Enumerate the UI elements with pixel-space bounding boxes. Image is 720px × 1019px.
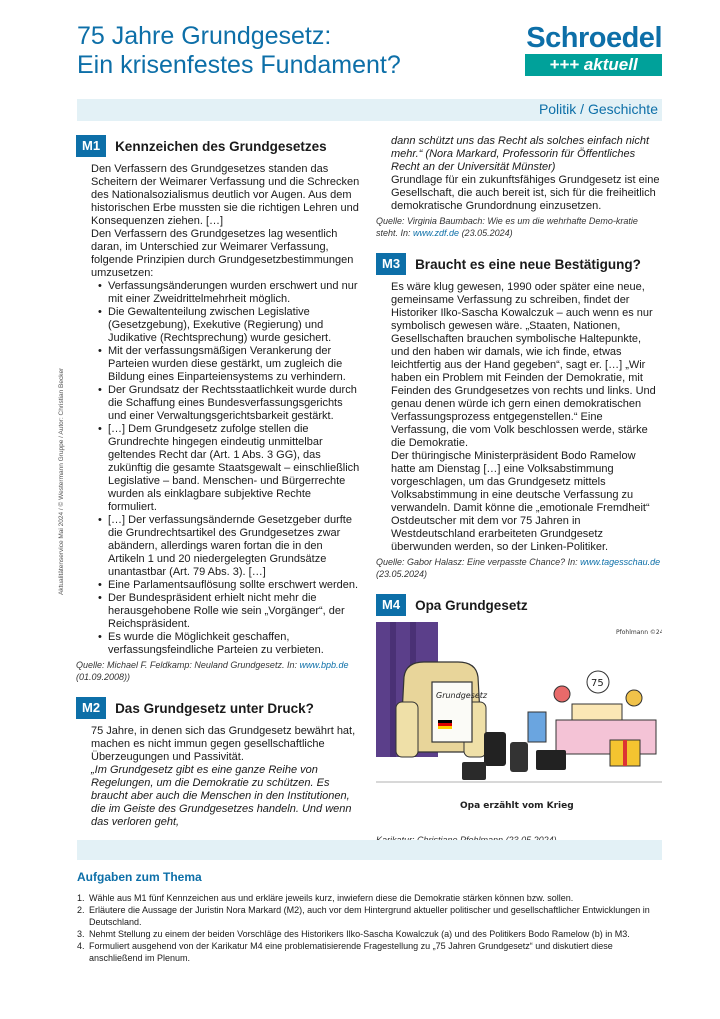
tasks-section (77, 840, 662, 963)
m1-bullet: • Die Gewaltenteilung zwischen Legislative (Gesetzgebung), Exekutive (Regierung) und Judikative (Rechtsprechung) wurde gesichert. (91, 306, 361, 345)
m2-text-2: Grundlage für ein zukunftsfähiges Grundgesetz ist eine Gesellschaft, die auch bereit ist, sich für die freiheitlich demokratische Grundordnung einzusetzen. (391, 174, 660, 212)
m3-text-2: Der thüringische Ministerpräsident Bodo Ramelow hatte am Dienstag […] eine Volksabstimmung vorgeschlagen, um das Grundgesetz mittels Volksabstimmung in eine deutsche Verfassung zu verwandeln. Damit könne die „emotionale Fremdheit“ Ostdeutscher mit dem vor 75 Jahren in Westdeutschland erarbeiteten Grundgesetz überwunden werden, so der Linken-Politiker. (391, 450, 650, 553)
task-text: Erläutere die Aussage der Juristin Nora Markard (M2), auch vor dem Hintergrund aktueller politischer und gesellschaftlicher Entwicklungen in Deutschland. (89, 905, 650, 927)
m3-body (376, 281, 662, 554)
phone-icon (484, 732, 506, 766)
m2-source-text: Quelle: Virginia Baumbach: Wie es um die wehrhafte Demo-kratie steht. In: (376, 216, 638, 238)
m4-badge: M4 (376, 594, 406, 616)
cartoon-opa-grundgesetz (376, 622, 662, 832)
task-item (77, 904, 662, 928)
m3-source-link[interactable]: www.tagesschau.de (580, 557, 661, 567)
brand-name: Schroedel (526, 22, 662, 54)
task-text: Wähle aus M1 fünf Kennzeichen aus und erkläre jeweils kurz, inwiefern diese die Demokratie stärken können bzw. sollen. (89, 893, 574, 903)
m1-source-text: Quelle: Michael F. Feldkamp: Neuland Grundgesetz. In: (76, 660, 300, 670)
m2-quote-end: dann schützt uns das Recht als solches einfach nicht mehr.“ (Nora Markard, Professorin für Öffentliches Recht an der Universität Münster) (391, 135, 650, 173)
m1-header (76, 135, 361, 157)
section-m2 (76, 697, 361, 829)
gift-icon (528, 712, 546, 742)
m3-header (376, 253, 662, 275)
page-title (77, 22, 497, 80)
m1-source-link[interactable]: www.bpb.de (299, 660, 349, 670)
task-item (77, 940, 662, 964)
m2-source-date: (23.05.2024) (459, 228, 513, 238)
title-line-1: 75 Jahre Grundgesetz: (77, 22, 332, 50)
laptop-icon (536, 750, 566, 770)
phone-icon (510, 742, 528, 772)
m1-title: Kennzeichen des Grundgesetzes (115, 138, 327, 154)
m3-source (376, 556, 662, 580)
m1-bullet: • […] Der verfassungsändernde Gesetzgeber durfte die Grundrechtsartikel des Grundgesetzes zwar abändern, allerdings waren fortan die in den Artikeln 1 und 20 niedergelegten Grundsätze unantastbar (Art. 79 Abs. 3). […] (91, 514, 361, 579)
table-cloth (556, 720, 656, 754)
armchair-arm (396, 702, 418, 757)
m1-body (76, 163, 361, 657)
brand-subtitle: +++ aktuell (525, 54, 662, 76)
m1-bullet-list (91, 280, 361, 657)
flower-icon (554, 686, 570, 702)
cartoon-caption: Opa erzählt vom Krieg (460, 801, 574, 811)
brand-logo (522, 22, 662, 78)
m1-source-date: (01.09.2008)) (76, 672, 131, 682)
birthday-cake (572, 704, 622, 720)
m1-bullet: • Der Grundsatz der Rechtsstaatlichkeit wurde durch die Schaffung eines Bundesverfassungsgerichts und einer Verwaltungsgerichtsbarkeit gestärkt. (91, 384, 361, 423)
task-item (77, 892, 662, 904)
section-m4 (376, 594, 662, 846)
m2-source-link[interactable]: www.zdf.de (413, 228, 460, 238)
task-text: Formuliert ausgehend von der Karikatur M4 eine problematisierende Fragestellung zu „75 Jahren Grundgesetz“ und diskutiert diese anschließend im Plenum. (89, 941, 613, 963)
m2-title: Das Grundgesetz unter Druck? (115, 700, 314, 716)
m3-source-text: Quelle: Gabor Halasz: Eine verpasste Chance? In: (376, 557, 581, 567)
m3-badge: M3 (376, 253, 406, 275)
m1-bullet: • Der Bundespräsident erhielt nicht mehr die herausgehobene Rolle wie sein „Vorgänger“, der Reichspräsident. (91, 592, 361, 631)
m1-bullet: • Mit der verfassungsmäßigen Verankerung der Parteien wurden diese gestärkt, um zugleich die Bildung eines Einparteiensystems zu verhindern. (91, 345, 361, 384)
task-number: 1. (77, 893, 85, 903)
side-copyright-note: Aktualitätenservice Mai 2024 / © Westermann Gruppe / Autor: Christian Becker (58, 367, 65, 595)
m3-source-date: (23.05.2024) (376, 569, 428, 579)
m1-badge: M1 (76, 135, 106, 157)
flower-icon (626, 690, 642, 706)
task-item (77, 928, 662, 940)
gift-ribbon (623, 740, 627, 766)
m4-header (376, 594, 662, 616)
title-line-2: Ein krisenfestes Fundament? (77, 51, 401, 79)
subject-bar (77, 99, 662, 121)
book-label: Grundgesetz (436, 691, 488, 700)
m1-bullet: • Eine Parlamentsauflösung sollte erschwert werden. (91, 579, 361, 592)
m1-intro: Den Verfassern des Grundgesetzes standen das Scheitern der Weimarer Verfassung und die Schrecken des Nationalsozialismus deutlich vor Augen. Aus dem historischen Erbe mussten sie die richtigen Lehren und Konsequenzen ziehen. […] (91, 163, 360, 227)
tasks-title: Aufgaben zum Thema (77, 870, 202, 884)
laptop-icon (462, 762, 486, 780)
section-m1 (76, 135, 361, 683)
curtain-fold (390, 622, 396, 757)
m1-bullet: • Es wurde die Möglichkeit geschaffen, verfassungsfeindliche Parteien zu verbieten. (91, 631, 361, 657)
m2-quote-start: „Im Grundgesetz gibt es eine ganze Reihe von Regelungen, um die Demokratie zu schützen. Es braucht aber auch die Menschen in den Institutionen, die im Geiste des Grundgesetzes handeln. Und wenn das verloren geht, (91, 764, 352, 828)
flag-stripe (438, 723, 452, 726)
task-number: 2. (77, 905, 85, 915)
tasks-list (77, 892, 662, 964)
m2-body-continued (376, 135, 662, 213)
m2-header (76, 697, 361, 719)
subject-label: Politik / Geschichte (538, 101, 658, 117)
m1-intro-2: Den Verfassern des Grundgesetzes lag wesentlich daran, im Unterschied zur Weimarer Verfassung, folgende Prinzipien durch Grundgesetzbestimmungen umzusetzen: (91, 228, 354, 279)
m3-text: Es wäre klug gewesen, 1990 oder später eine neue, gemeinsame Verfassung zu schreiben, findet der Historiker Ilko-Sascha Kowalczuk – auch wenn es nur symbolisch gewesen wäre. „Staaten, Nationen, Gesellschaften brauchen symbolische Haltepunkte, und den haben wir damals, wie ich finde, etwas leichtfertig aus der Hand gegeben“, sagt er. […] „Wir haben ein Problem mit Feinden der Demokratie, mit Feinden des Grundgesetzes von rechts und links. Und genau denen würde ich gern einen demokratischen Verfassungsprozess entgegenstellen.“ Eine Verfassung, die vom Volk beschlossen werde, stärke die Demokratie. (391, 281, 656, 449)
section-m3 (376, 253, 662, 580)
m3-title: Braucht es eine neue Bestätigung? (415, 256, 641, 272)
task-number: 4. (77, 941, 85, 951)
cake-number: 75 (591, 678, 604, 689)
right-column (376, 135, 662, 846)
flag-stripe (438, 726, 452, 729)
cartoon-signature: Pfohlmann ©24 (616, 629, 662, 636)
m4-title: Opa Grundgesetz (415, 597, 528, 613)
m2-text: 75 Jahre, in denen sich das Grundgesetz bewährt hat, machen es nicht immun gegen gesellschaftliche Überzeugungen und Passivität. (91, 725, 356, 763)
m1-bullet: • Verfassungsänderungen wurden erschwert und nur mit einer Zweidrittelmehrheit möglich. (91, 280, 361, 306)
m2-source (376, 215, 662, 239)
task-number: 3. (77, 929, 85, 939)
m2-badge: M2 (76, 697, 106, 719)
m1-source (76, 659, 361, 683)
tasks-bar (77, 840, 662, 860)
m2-body (76, 725, 361, 829)
cartoon-drawing (376, 622, 662, 832)
m1-bullet: • […] Dem Grundgesetz zufolge stellen die Grundrechte hingegen eindeutig unmittelbar geltendes Recht dar (Art. 1 Abs. 3 GG), das zukünftig die gesamte Staatsgewalt – einschließlich Legislative – band. Menschen- und Bürgerrechte wurden als einklagbare subjektive Rechte formuliert. (91, 423, 361, 514)
task-text: Nehmt Stellung zu einem der beiden Vorschläge des Historikers Ilko-Sascha Kowalczuk (a) und des Politikers Bodo Ramelow (b) in M3. (89, 929, 630, 939)
left-column (76, 135, 361, 829)
